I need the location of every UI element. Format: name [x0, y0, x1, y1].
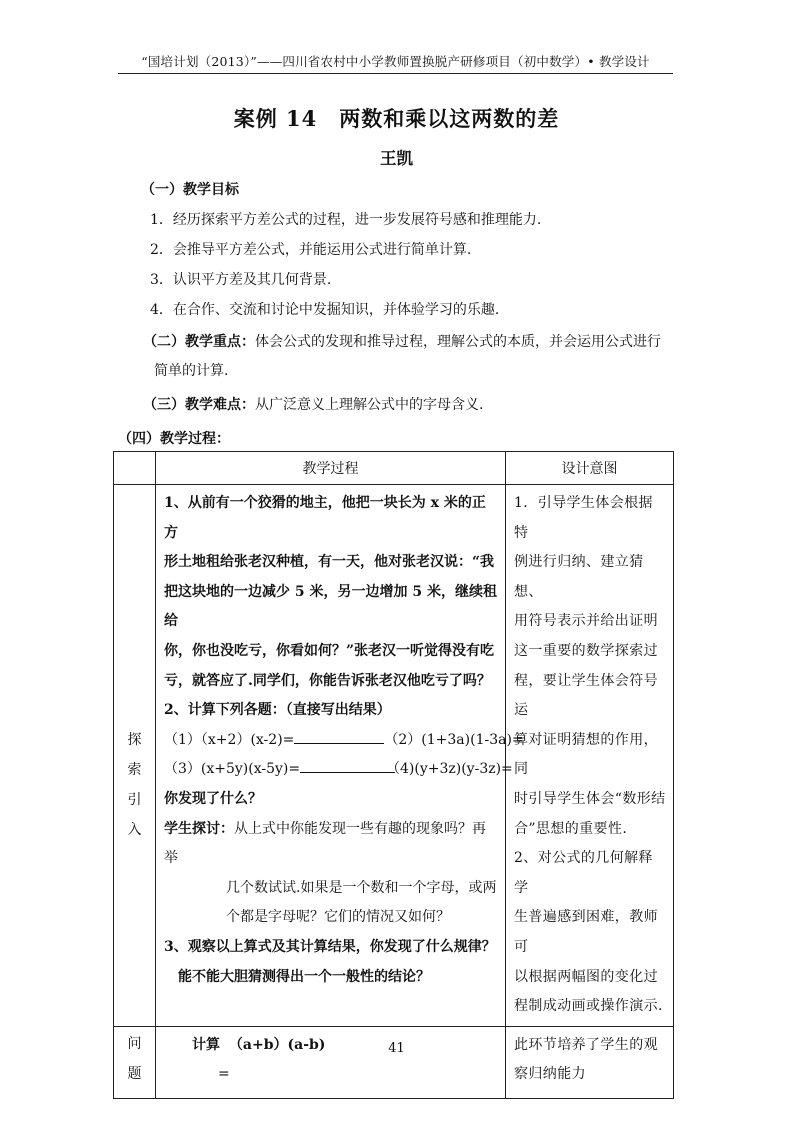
table-row	[114, 1026, 674, 1098]
stage-char: 引	[127, 792, 142, 809]
difficulty-text: 从广泛意义上理解公式中的字母含义.	[255, 397, 484, 413]
key-points-label: （二）教学重点：	[143, 334, 255, 350]
process-heading: （四）教学过程：	[118, 431, 230, 447]
objective-item: 3．认识平方差及其几何背景.	[150, 272, 332, 288]
found-question: 你发现了什么？	[164, 790, 262, 807]
observation-line: 3、观察以上算式及其计算结果，你发现了什么规律？	[164, 938, 496, 955]
calc-row	[164, 755, 513, 785]
story-line: 1、从前有一个狡猾的地主，他把一块长为 x 米的正方	[164, 495, 486, 541]
discussion-line: 几个数试试.如果是一个数和一个字母，或两	[226, 879, 497, 896]
page-number: 41	[388, 1041, 405, 1056]
intent-line: 以根据两幅图的变化过	[514, 968, 658, 985]
story-line: 形土地租给张老汉种植，有一天，他对张老汉说：“我	[164, 554, 495, 571]
table-header-row	[114, 452, 674, 485]
intent-line: 例进行归纳、建立猜想、	[514, 554, 644, 600]
calc-item: （4)(y+3z)(y-3z)=	[386, 761, 513, 778]
intent-line: 用符号表示并给出证明	[514, 613, 658, 630]
discussion-line: 个都是字母呢？它们的情况又如何？	[226, 909, 450, 926]
story-line: 亏，就答应了.同学们，你能告诉张老汉他吃亏了吗？	[164, 672, 491, 689]
intent-line: 这一重要的数学探索过	[514, 642, 658, 659]
intent-line: 合”思想的重要性.	[514, 820, 628, 837]
stage-cell	[114, 1026, 156, 1098]
objective-item: 2．会推导平方差公式，并能运用公式进行简单计算.	[150, 242, 472, 258]
intent-line: 程制成动画或操作演示.	[514, 998, 663, 1015]
stage-char: 入	[127, 822, 142, 839]
calc-label: 计算	[192, 1036, 220, 1053]
teaching-process-table	[113, 451, 674, 1099]
author-name: 王凯	[380, 149, 413, 168]
answer-blank	[294, 731, 384, 744]
answer-blank	[300, 760, 395, 773]
calc-item: （2）(1+3a)(1-3a)=	[384, 731, 524, 748]
stage-char: 索	[127, 762, 142, 779]
intent-line: 算对证明猜想的作用，同	[514, 731, 658, 778]
key-points-line	[143, 331, 661, 351]
column-header-process: 教学过程	[156, 452, 506, 485]
discussion-line: 学生探讨：从上式中你能发现一些有趣的现象吗？再举	[164, 820, 486, 867]
stage-cell	[114, 485, 156, 1027]
intent-line: 2、对公式的几何解释学	[514, 850, 653, 896]
calc-row	[164, 726, 524, 756]
story-line: 你，你也没吃亏，你看如何？”张老汉一听觉得没有吃	[164, 642, 495, 659]
calc-item: （1）（x+2）(x-2)=	[164, 726, 384, 756]
intent-line: 此环节培养了学生的观	[514, 1036, 658, 1053]
objective-item: 4．在合作、交流和讨论中发掘知识，并体验学习的乐趣.	[150, 302, 500, 318]
objective-item: 1．经历探索平方差公式的过程，进一步发展符号感和推理能力.	[150, 212, 542, 228]
difficulty-label: （三）教学难点：	[143, 397, 255, 413]
page-title: 案例 14 两数和乘以这两数的差	[233, 106, 560, 131]
exercise-heading: 2、计算下列各题：（直接写出结果）	[164, 702, 391, 719]
intent-line: 察归纳能力	[514, 1066, 586, 1083]
objectives-heading: （一）教学目标	[141, 182, 239, 198]
calc-item: （3）(x+5y)(x-5y)=	[164, 755, 386, 785]
column-header-intent: 设计意图	[506, 452, 674, 485]
observation-line: 能不能大胆猜测得出一个一般性的结论？	[178, 968, 430, 985]
key-points-text-cont: 简单的计算.	[154, 363, 229, 379]
intent-line: 生普遍感到困难，教师可	[514, 909, 658, 955]
table-row	[114, 485, 674, 1027]
difficulty-line	[143, 394, 483, 414]
stage-char: 探	[127, 732, 142, 749]
key-points-text: 体会公式的发现和推导过程，理解公式的本质，并会运用公式进行	[255, 334, 661, 350]
intent-line: 1．引导学生体会根据特	[514, 495, 653, 541]
intent-line: 程，要让学生体会符号运	[514, 672, 658, 719]
intent-line: 时引导学生体会“数形结	[514, 790, 666, 807]
intent-cell	[506, 485, 674, 1027]
header-empty-cell	[114, 452, 156, 485]
running-header: “国培计划（2013）”——四川省农村中小学教师置换脱产研修项目（初中数学）• 教学设计	[141, 54, 650, 69]
discussion-label: 学生探讨：	[164, 820, 234, 837]
stage-char: 问	[127, 1035, 142, 1052]
intent-cell	[506, 1026, 674, 1098]
header-rule	[118, 73, 673, 74]
stage-char: 题	[127, 1065, 142, 1082]
process-cell	[156, 1026, 506, 1098]
story-line: 把这块地的一边减少 5 米，另一边增加 5 米，继续租给	[164, 583, 497, 630]
process-cell	[156, 485, 524, 1027]
calc-expression: （a+b）(a-b)	[228, 1036, 326, 1053]
equals-line: =	[218, 1066, 230, 1083]
